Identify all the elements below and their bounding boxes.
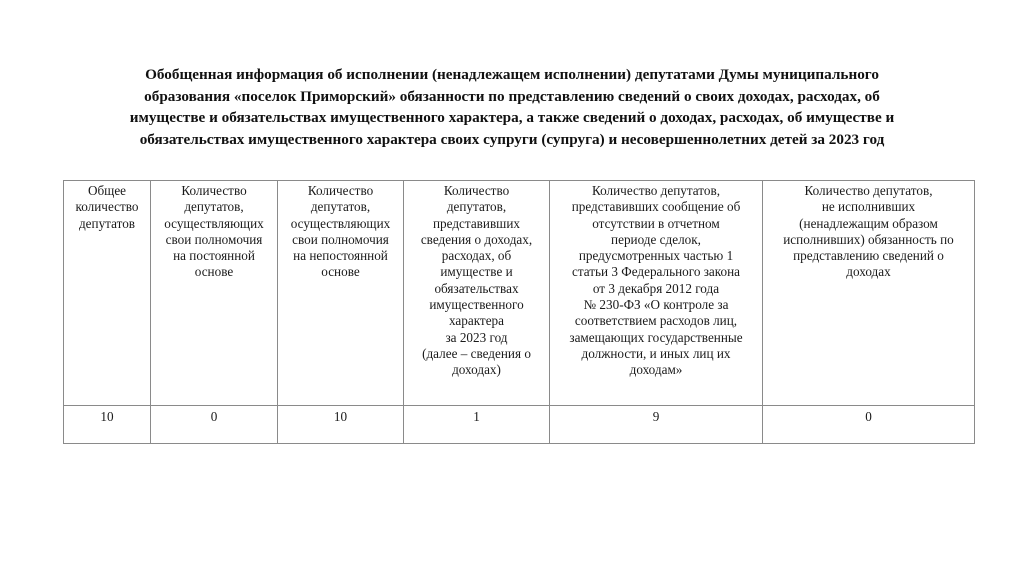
value-permanent-basis: 0 <box>151 406 278 444</box>
header-submitted-income-info: Количество депутатов, представивших сведения о доходах, расходах, об имуществе и обязательствах имущественного характера за 2023 год (далее – сведения о доходах) <box>404 181 550 406</box>
value-no-transactions-notice: 9 <box>550 406 763 444</box>
header-non-compliant: Количество депутатов, не исполнивших (ненадлежащим образом исполнивших) обязанность по представлению сведений о доходах <box>763 181 975 406</box>
value-non-compliant: 0 <box>763 406 975 444</box>
title-line: имуществе и обязательствах имущественного характера, а также сведений о доходах, расходах, об имуществе и <box>129 109 895 126</box>
table-header-row <box>64 181 975 406</box>
header-total-deputies: Общее количество депутатов <box>64 181 151 406</box>
table-row <box>64 406 975 444</box>
title-line: обязательствах имущественного характера своих супруги (супруга) и несовершеннолетних детей за 2023 год <box>139 130 885 148</box>
title-line: образования «поселок Приморский» обязанности по представлению сведений о своих доходах, расходах, об <box>144 87 880 105</box>
value-non-permanent-basis: 10 <box>278 406 404 444</box>
header-no-transactions-notice: Количество депутатов, представивших сообщение об отсутствии в отчетном периоде сделок, предусмотренных частью 1 статьи 3 Федерального закона от 3 декабря 2012 года № 230-ФЗ «О контроле за соответствием расходов лиц, замещающих государственные должности, и иных лиц их доходам» <box>550 181 763 406</box>
deputies-income-table <box>63 180 975 444</box>
header-non-permanent-basis: Количество депутатов, осуществляющих свои полномочия на непостоянной основе <box>278 181 404 406</box>
value-submitted-income-info: 1 <box>404 406 550 444</box>
value-total-deputies: 10 <box>64 406 151 444</box>
header-permanent-basis: Количество депутатов, осуществляющих свои полномочия на постоянной основе <box>151 181 278 406</box>
document-title <box>40 64 984 150</box>
title-line: Обобщенная информация об исполнении (ненадлежащем исполнении) депутатами Думы муниципального <box>145 66 879 83</box>
